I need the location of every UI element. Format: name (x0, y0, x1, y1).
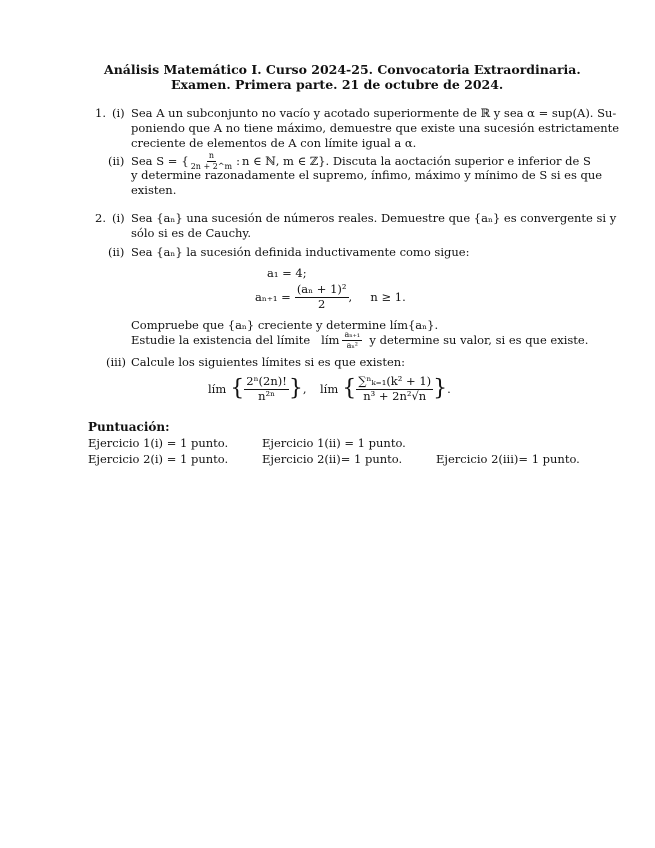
exercise-1-number: 1. (95, 106, 106, 120)
limit-1-fraction (244, 376, 289, 402)
exercise-2-i-label: (i) (112, 211, 125, 225)
limit-1-brace-open: { (230, 376, 245, 401)
limit-2-fraction (356, 376, 433, 402)
limit-2-period: . (447, 381, 451, 396)
exercise-1-ii-line-2: y determine razonadamente el supremo, ínfimo, máximo y mínimo de S si es que (131, 168, 603, 182)
limit-2-num: ∑ⁿₖ₌₁(k² + 1) (358, 374, 432, 388)
study-fraction-den: aₙ² (346, 340, 358, 350)
header-line-2: Examen. Primera parte. 21 de octubre de 2024. (171, 77, 504, 92)
limit-2-brace-close: } (433, 376, 448, 401)
exercise-1-ii-line-3: existen. (131, 183, 177, 197)
exercise-1-i-line-2: poniendo que A no tiene máximo, demuestre que existe una sucesión estrictamente (131, 121, 620, 135)
set-fraction-den: 2n + 2^m (190, 161, 233, 171)
header-line-1: Análisis Matemático I. Curso 2024-25. Convocatoria Extraordinaria. (104, 62, 581, 77)
recurrence-condition: , n ≥ 1. (348, 289, 406, 304)
score-item: Ejercicio 2(iii)= 1 punto. (436, 452, 580, 466)
recurrence-den: 2 (317, 296, 326, 311)
score-item: Ejercicio 1(i) = 1 punto. (88, 436, 229, 450)
limit-1-comma: , (302, 381, 307, 396)
exercise-2-iii-label: (iii) (106, 355, 127, 369)
limit-2-brace-open: { (342, 376, 357, 401)
limit-1 (208, 372, 307, 406)
equation-recurrence (255, 284, 406, 310)
equation-a1: a₁ = 4; (267, 266, 307, 280)
scoring-title: Puntuación: (88, 420, 170, 434)
score-item: Ejercicio 2(ii)= 1 punto. (262, 452, 403, 466)
set-fraction-num: n (208, 150, 214, 160)
recurrence-lhs: aₙ₊₁ = (255, 289, 291, 304)
limit-2-lim: lím (320, 381, 339, 396)
exercise-2-i-line-1: Sea {aₙ} una sucesión de números reales. Demuestre que {aₙ} es convergente si y (131, 211, 617, 225)
limit-1-lim: lím (208, 381, 227, 396)
brace-open: { (181, 153, 189, 168)
exercise-1-i-line-3: creciente de elementos de A con límite igual a α. (131, 136, 417, 150)
recurrence-fraction (295, 284, 349, 310)
set-colon: : (236, 153, 240, 168)
limit-2-den: n³ + 2n²√n (363, 388, 427, 403)
exercise-1-i-line-1: Sea A un subconjunto no vacío y acotado superiormente de ℝ y sea α = sup(A). Su- (131, 106, 617, 120)
exercise-2-ii-label: (ii) (108, 245, 125, 259)
exercise-1-ii-label: (ii) (108, 154, 125, 168)
study-fraction-num: aₙ₊₁ (344, 329, 361, 339)
recurrence-num: (aₙ + 1)² (296, 282, 347, 296)
exercise-2-ii-study (131, 331, 588, 349)
limit-1-num: 2ⁿ(2n)! (246, 374, 287, 388)
limit-1-brace-close: } (288, 376, 303, 401)
exercise-2-number: 2. (95, 211, 106, 225)
limit-1-den: n²ⁿ (258, 388, 276, 403)
study-fraction (342, 331, 362, 350)
score-item: Ejercicio 2(i) = 1 punto. (88, 452, 229, 466)
exercise-1-i-label: (i) (112, 106, 125, 120)
score-item: Ejercicio 1(ii) = 1 punto. (262, 436, 406, 450)
limit-2 (320, 372, 451, 406)
set-after: . Discuta la aoctación superior e inferior de S (325, 153, 591, 168)
exercise-2-ii-line-1: Sea {aₙ} la sucesión definida inductivamente como sigue: (131, 245, 470, 259)
exercise-2-ii-check: Compruebe que {aₙ} creciente y determine lím{aₙ}. (131, 318, 439, 332)
brace-close: } (318, 153, 326, 168)
study-text-a: Estudie la existencia del límite lím (131, 332, 340, 347)
exercise-2-iii-line: Calcule los siguientes límites si es que existen: (131, 355, 406, 369)
set-prefix: Sea S = (131, 153, 178, 168)
exercise-2-i-line-2: sólo si es de Cauchy. (131, 226, 252, 240)
study-text-b: y determine su valor, si es que existe. (362, 332, 589, 347)
set-condition: n ∈ ℕ, m ∈ ℤ (242, 153, 319, 168)
